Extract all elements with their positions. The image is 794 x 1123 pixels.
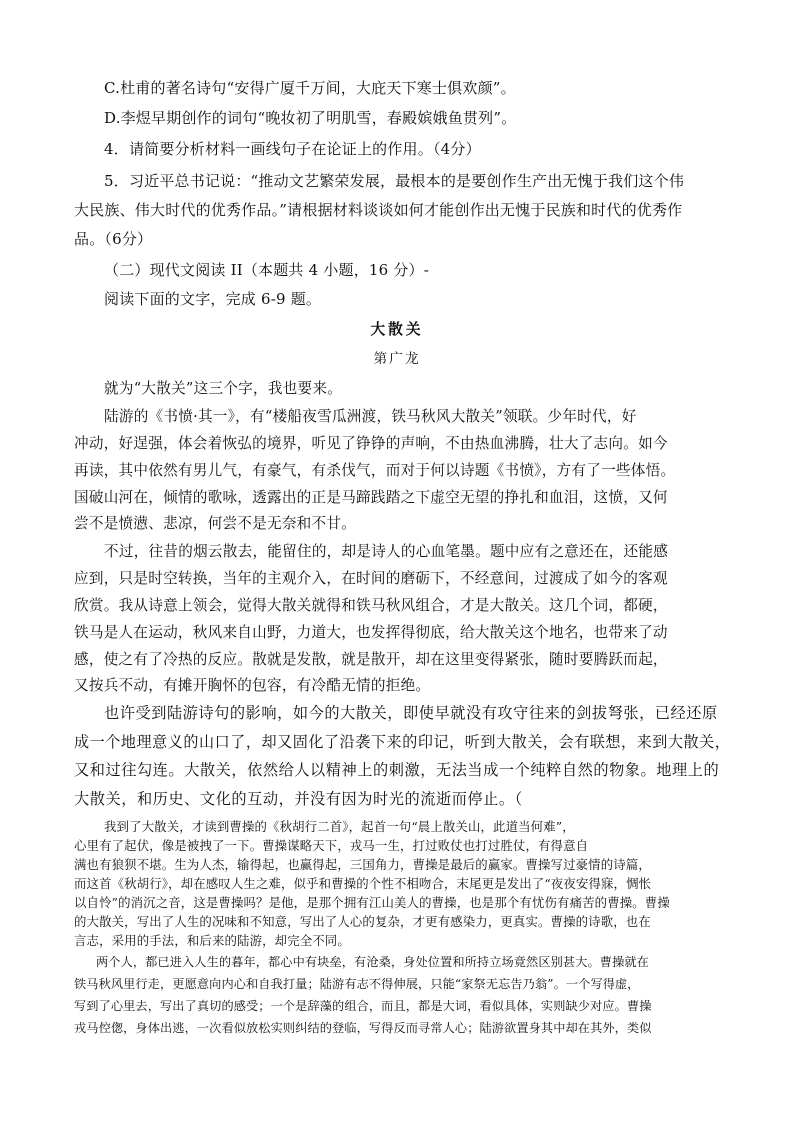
paragraph-6-line: 铁马秋风里行走，更愿意向内心和自我打量；陆游有志不得伸展，只能“家祭无忘告乃翁”。一个写得虚， (74, 977, 640, 991)
paragraph-4-line: 也许受到陆游诗句的影响，如今的大散关，即使早就没有攻守往来的剑拔弩张，已经还原 (104, 704, 718, 722)
paragraph-5-line: 心里有了起伏，像是被拽了一下。曹操谋略天下，戎马一生，打过败仗也打过胜仗，有得意自 (74, 838, 589, 853)
paragraph-3-line: 欣赏。我从诗意上领会，觉得大散关就得和铁马秋风组合，才是大散关。这几个词，都硬， (74, 597, 668, 614)
paragraph-1: 就为“大散关”这三个字，我也要来。 (104, 380, 343, 397)
paragraph-6-line: 戎马倥偬，身体出逃，一次看似放松实则纠结的登临，写得反而寻常人心；陆游欲置身其中却在其外，类似 (74, 1021, 652, 1035)
paragraph-6-line: 写到了心里去，写出了真切的感受；一个是辞藻的组合，而且，都是大词，看似具体，实则缺少对应。曹操 (74, 999, 652, 1013)
article-title: 大散关 (370, 321, 424, 338)
paragraph-5-line: 言志，采用的手法，和后来的陆游，却完全不同。 (74, 933, 350, 948)
option-d: D.李煜早期创作的词句“晚妆初了明肌雪，春殿嫔娥鱼贯列”。 (104, 109, 517, 127)
paragraph-2-line: 再读，其中依然有男儿气，有豪气，有杀伐气，而对于何以诗题《书愤》，方有了一些体悟。 (74, 462, 676, 479)
question-5-line: 大民族、伟大时代的优秀作品。”请根据材料谈谈如何才能创作出无愧于民族和时代的优秀作 (74, 201, 683, 219)
paragraph-2-line: 冲动，好逞强，体会着恢弘的境界，听见了铮铮的声响，不由热血沸腾，壮大了志向。如今 (74, 435, 668, 452)
paragraph-4-line: 又和过往勾连。大散关，依然给人以精神上的刺激，无法当成一个纯粹自然的物象。地理上的 (74, 761, 720, 779)
paragraph-3-line: 不过，往昔的烟云散去，能留住的，却是诗人的心血笔墨。题中应有之意还在，还能感 (104, 543, 669, 560)
option-c: C.杜甫的著名诗句“安得广厦千万间，大庇天下寒士俱欢颜”。 (104, 79, 516, 97)
question-5-line: 5．习近平总书记说：“推动文艺繁荣发展，最根本的是要创作生产出无愧于我们这个伟 (104, 172, 685, 190)
paragraph-4-line: 大散关，和历史、文化的互动，并没有因为时光的流逝而停止。（ (74, 790, 523, 808)
section-heading: （二）现代文阅读 II（本题共 4 小题，16 分）- (104, 261, 430, 279)
paragraph-6-line: 两个人，都已进入人生的暮年，都心中有块垒，有沧桑，身处位置和所持立场竟然区别甚大。曹操就在 (96, 955, 649, 969)
reading-instruction: 阅读下面的文字，完成 6-9 题。 (104, 290, 322, 308)
article-author: 第广龙 (373, 351, 421, 367)
paragraph-5-line: 以自怜”的消沉之音，这是曹操吗？是他，是那个拥有江山美人的曹操，也是那个有忧伤有痛苦的曹操。曹操 (74, 895, 670, 910)
paragraph-3-line: 应到，只是时空转换，当年的主观介入，在时间的磨砺下，不经意间，过渡成了如今的客观 (74, 570, 668, 587)
paragraph-5-line: 的大散关，写出了人生的况味和不知意，写出了人心的复杂，才更有感染力，更真实。曹操的诗歌，也在 (74, 914, 651, 929)
paragraph-5-line: 我到了大散关，才读到曹操的《秋胡行二首》，起首一句“晨上散关山，此道当何难”， (104, 819, 575, 834)
paragraph-4-line: 成一个地理意义的山口了，却又固化了沿袭下来的印记，听到大散关，会有联想，来到大散关， (74, 733, 731, 751)
paragraph-5-line: 而这首《秋胡行》，却在感叹人生之难，似乎和曹操的个性不相吻合，末尾更是发出了“夜夜安得寐，惆怅 (74, 876, 652, 891)
paragraph-5-line: 满也有狼狈不堪。生为人杰，输得起，也赢得起，三国角力，曹操是最后的赢家。曹操写过豪情的诗篇， (74, 857, 651, 872)
paragraph-3-line: 感，使之有了冷热的反应。散就是发散，就是散开，却在这里变得紧张，随时要腾跃而起， (74, 651, 668, 668)
paragraph-3-line: 又按兵不动，有摊开胸怀的包容，有冷酷无情的拒绝。 (74, 677, 431, 694)
paragraph-2-line: 陆游的《书愤·其一》，有“楼船夜雪瓜洲渡，铁马秋风大散关”领联。少年时代，好 (104, 408, 637, 425)
question-5-line: 品。（6分） (74, 230, 153, 248)
paragraph-2-line: 国破山河在，倾情的歌咏，透露出的正是马蹄践踏之下虚空无望的挣扎和血泪，这愤，又何 (74, 489, 668, 506)
paragraph-3-line: 铁马是人在运动，秋风来自山野，力道大，也发挥得彻底，给大散关这个地名，也带来了动 (74, 624, 668, 641)
question-4: 4．请简要分析材料一画线句子在论证上的作用。（4分） (104, 140, 481, 158)
paragraph-2-line: 尝不是愤懑、悲凉，何尝不是无奈和不甘。 (74, 515, 357, 532)
